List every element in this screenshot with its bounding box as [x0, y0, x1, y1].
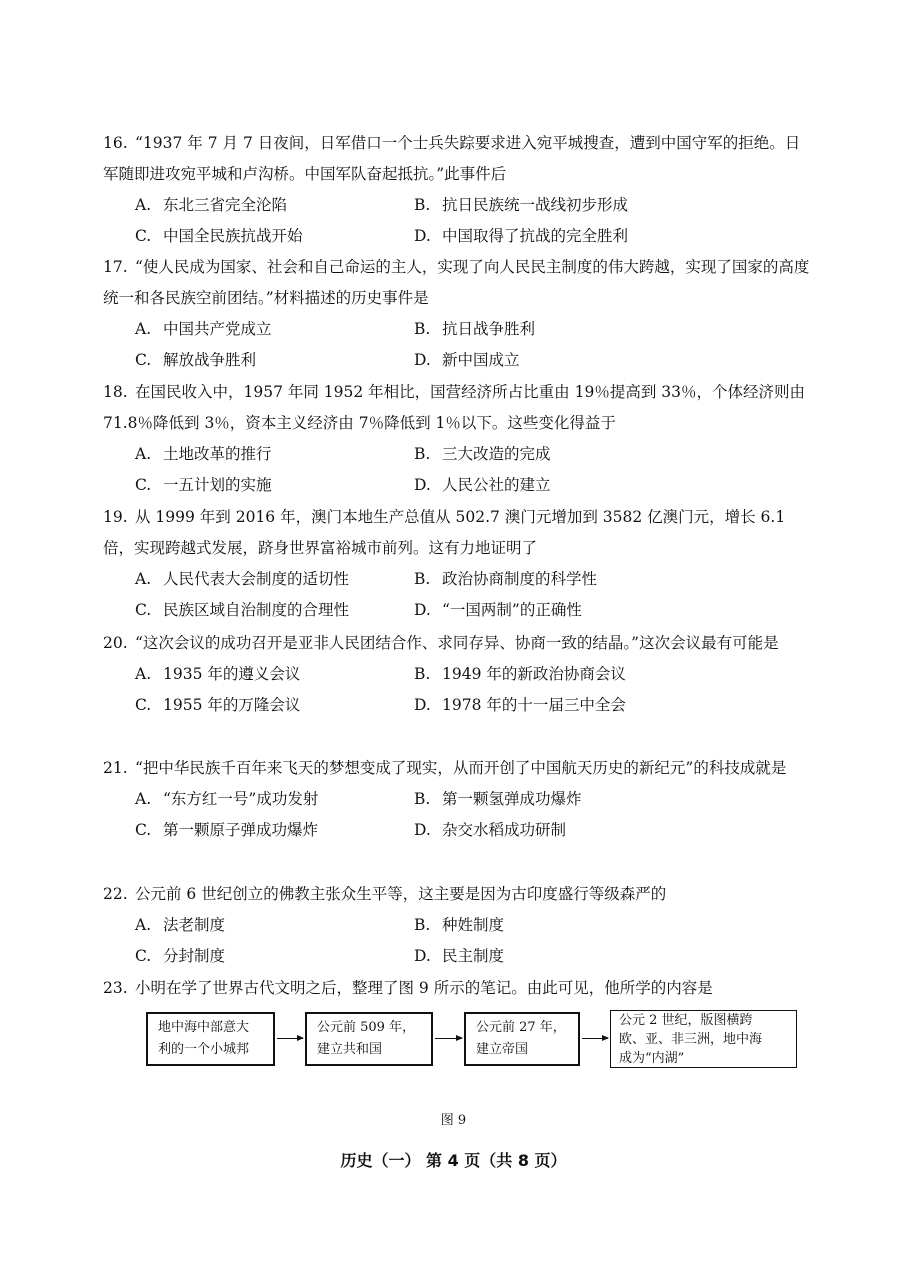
options-row: [103, 564, 813, 595]
option-b: B. 第一颗氢弹成功爆炸: [414, 790, 582, 808]
option-c: C. 分封制度: [135, 947, 226, 965]
flow-arrow: [435, 1038, 462, 1039]
option-a: A. “东方红一号”成功发射: [135, 790, 319, 808]
question-text: “这次会议的成功召开是亚非人民团结合作、求同存异、协商一致的结晶。”这次会议最有可能是: [135, 634, 779, 652]
flow-box-line: 利的一个小城邦: [158, 1042, 250, 1057]
flow-box-line: 公元前 509 年，: [317, 1020, 416, 1035]
flow-box-1: [146, 1012, 275, 1066]
question-stem: [103, 377, 813, 439]
options-row: [103, 910, 813, 941]
question-stem: [103, 628, 813, 659]
option-d: D. 人民公社的建立: [414, 476, 551, 494]
options-row: [103, 190, 813, 221]
option-c: C. 第一颗原子弹成功爆炸: [135, 821, 319, 839]
question-19: [103, 502, 813, 626]
option-b: B. 1949 年的新政治协商会议: [414, 665, 626, 683]
option-a: A. 中国共产党成立: [135, 320, 272, 338]
flow-box-line: 欧、亚、非三洲，地中海: [619, 1031, 763, 1047]
option-d: D. 杂交水稻成功研制: [414, 821, 567, 839]
option-c: C. 中国全民族抗战开始: [135, 227, 303, 245]
option-b: B. 抗日战争胜利: [414, 320, 536, 338]
option-a: A. 土地改革的推行: [135, 445, 272, 463]
question-text: 在国民收入中，1957 年同 1952 年相比，国营经济所占比重由 19％提高到 33％，个体经济则由 71.8％降低到 3％，资本主义经济由 7％降低到 1％以下。这些变化得益于: [103, 383, 805, 432]
question-stem: [103, 753, 813, 784]
option-c: C. 解放战争胜利: [135, 351, 257, 369]
option-a: A. 人民代表大会制度的适切性: [135, 570, 350, 588]
options-row: [103, 439, 813, 470]
options-row: [103, 595, 813, 626]
option-c: C. 一五计划的实施: [135, 476, 272, 494]
option-d: D. “一国两制”的正确性: [414, 601, 582, 619]
figure-caption: 图 9: [440, 1113, 467, 1128]
flow-box-line: 成为“内湖”: [619, 1050, 685, 1066]
option-b: B. 抗日民族统一战线初步形成: [414, 196, 629, 214]
question-number: 22.: [103, 885, 128, 903]
question-text: “把中华民族千百年来飞天的梦想变成了现实，从而开创了中国航天历史的新纪元”的科技成就是: [135, 759, 787, 777]
question-17: [103, 252, 813, 376]
question-text: “1937 年 7 月 7 日夜间，日军借口一个士兵失踪要求进入宛平城搜查，遭到中国守军的拒绝。日军随即进攻宛平城和卢沟桥。中国军队奋起抵抗。”此事件后: [103, 134, 801, 183]
question-stem: [103, 502, 813, 564]
question-21: [103, 753, 813, 846]
option-c: C. 民族区域自治制度的合理性: [135, 601, 350, 619]
question-16: [103, 128, 813, 252]
options-row: [103, 470, 813, 501]
question-23: [103, 973, 813, 1004]
flow-box-3: [464, 1012, 580, 1066]
page-footer: 历史（一） 第 4 页（共 8 页）: [340, 1151, 567, 1170]
flow-box-line: 建立共和国: [317, 1042, 383, 1057]
question-text: 小明在学了世界古代文明之后，整理了图 9 所示的笔记。由此可见，他所学的内容是: [135, 979, 713, 997]
options-row: [103, 659, 813, 690]
question-text: “使人民成为国家、社会和自己命运的主人，实现了向人民民主制度的伟大跨越，实现了国家的高度统一和各民族空前团结。”材料描述的历史事件是: [103, 258, 810, 307]
option-b: B. 种姓制度: [414, 916, 505, 934]
options-row: [103, 941, 813, 972]
question-number: 21.: [103, 759, 128, 777]
option-d: D. 中国取得了抗战的完全胜利: [414, 227, 629, 245]
flow-arrow: [582, 1038, 608, 1039]
question-number: 23.: [103, 979, 128, 997]
question-number: 17.: [103, 258, 128, 276]
flow-box-4: [610, 1010, 797, 1068]
question-stem: [103, 252, 813, 314]
option-a: A. 法老制度: [135, 916, 226, 934]
options-row: [103, 690, 813, 721]
option-d: D. 1978 年的十一届三中全会: [414, 696, 626, 714]
options-row: [103, 345, 813, 376]
question-stem: [103, 973, 813, 1004]
option-c: C. 1955 年的万隆会议: [135, 696, 301, 714]
option-a: A. 1935 年的遵义会议: [135, 665, 301, 683]
options-row: [103, 314, 813, 345]
option-a: A. 东北三省完全沦陷: [135, 196, 288, 214]
flow-box-line: 建立帝国: [476, 1042, 529, 1057]
question-number: 19.: [103, 508, 128, 526]
question-20: [103, 628, 813, 721]
option-d: D. 民主制度: [414, 947, 505, 965]
question-text: 从 1999 年到 2016 年，澳门本地生产总值从 502.7 澳门元增加到 3582 亿澳门元，增长 6.1 倍，实现跨越式发展，跻身世界富裕城市前列。这有力地证明了: [103, 508, 786, 557]
flow-box-line: 公元前 27 年，: [476, 1020, 566, 1035]
flow-box-line: 公元 2 世纪，版图横跨: [619, 1012, 753, 1028]
flow-box-2: [305, 1012, 433, 1066]
question-18: [103, 377, 813, 501]
question-number: 20.: [103, 634, 128, 652]
flow-box-line: 地中海中部意大: [158, 1020, 250, 1035]
option-d: D. 新中国成立: [414, 351, 520, 369]
question-number: 16.: [103, 134, 128, 152]
question-text: 公元前 6 世纪创立的佛教主张众生平等，这主要是因为古印度盛行等级森严的: [135, 885, 667, 903]
option-b: B. 政治协商制度的科学性: [414, 570, 598, 588]
question-22: [103, 879, 813, 972]
question-stem: [103, 128, 813, 190]
question-number: 18.: [103, 383, 128, 401]
options-row: [103, 784, 813, 815]
figure-9-flowchart: [0, 1012, 907, 1072]
option-b: B. 三大改造的完成: [414, 445, 551, 463]
question-stem: [103, 879, 813, 910]
options-row: [103, 815, 813, 846]
flow-arrow: [277, 1038, 303, 1039]
options-row: [103, 221, 813, 252]
